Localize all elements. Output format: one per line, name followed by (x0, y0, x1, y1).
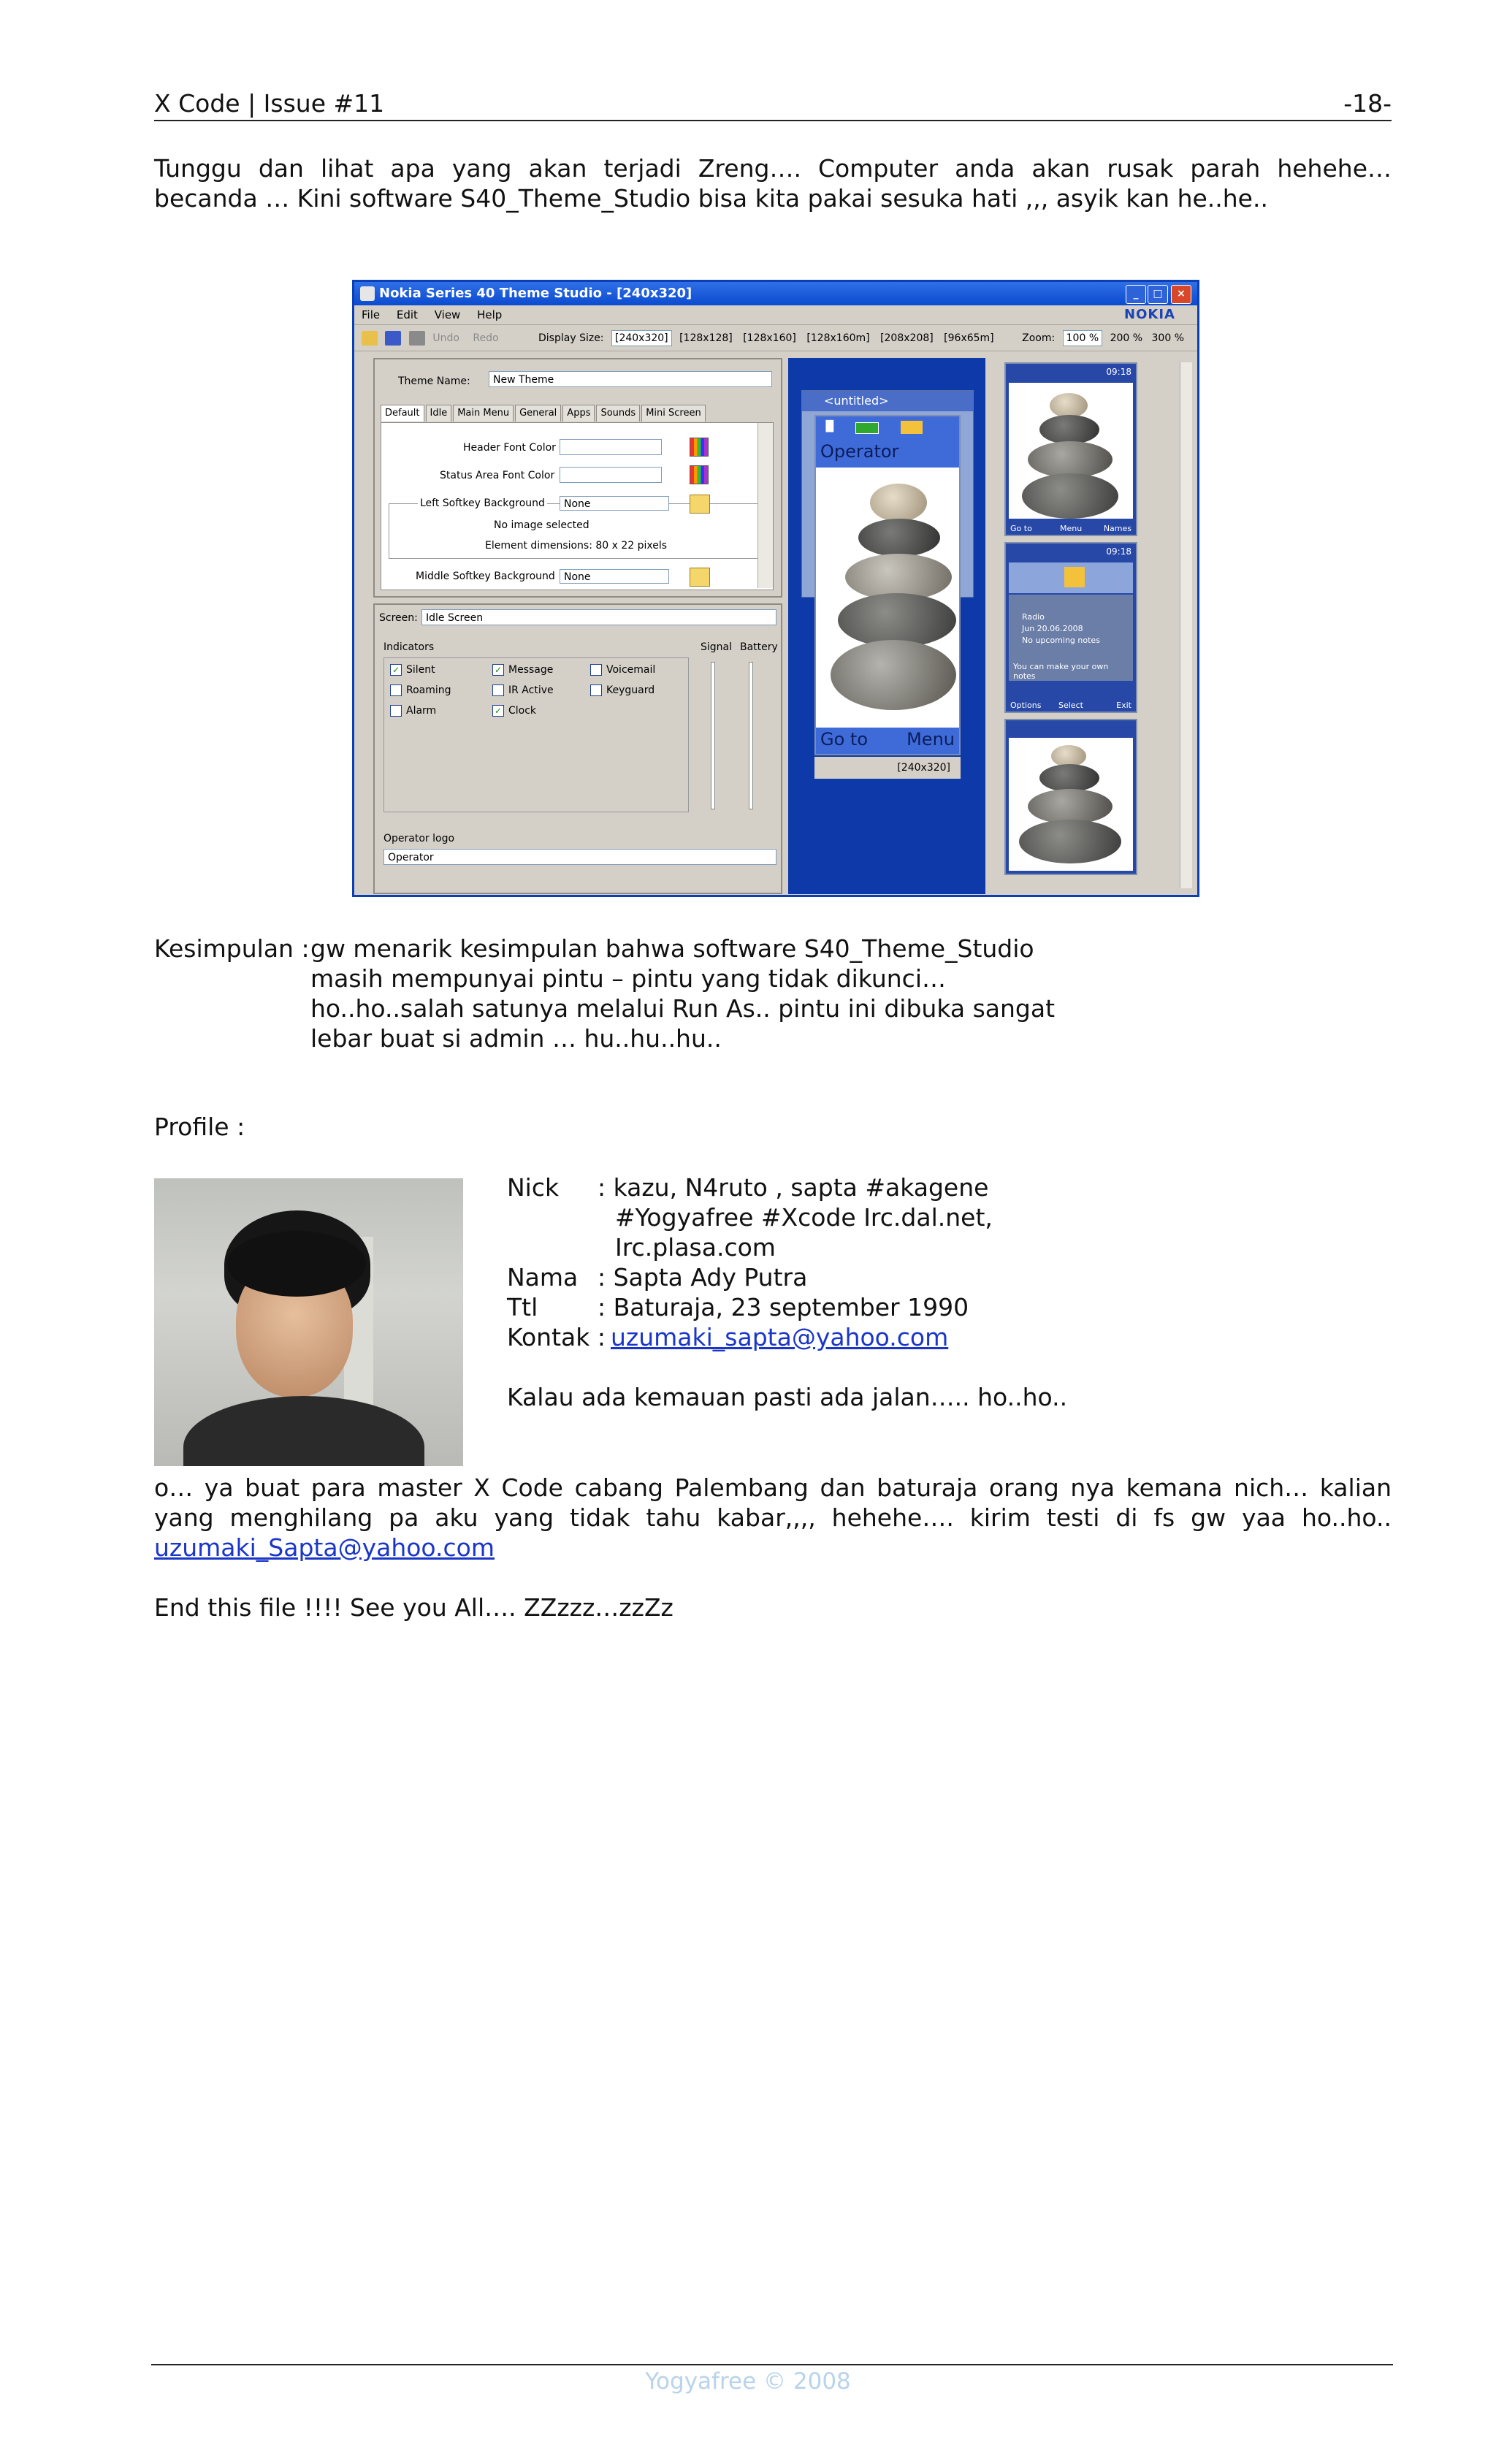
size-240x320: [240x320] (611, 330, 672, 346)
menu-help: Help (477, 308, 503, 321)
tab-apps: Apps (562, 405, 595, 422)
mini-no-upcoming: No upcoming notes (1022, 636, 1100, 645)
theme-name-field: New Theme (489, 371, 772, 387)
screen-select: Idle Screen (421, 609, 776, 625)
size-128x128: [128x128] (679, 332, 733, 344)
intro-line-1: Tunggu dan lihat apa yang akan terjadi Zreng…. Computer anda akan rusak parah hehehe… (154, 154, 1392, 183)
footer-divider (151, 2364, 1393, 2365)
save-icon (385, 331, 401, 346)
display-size-label: Display Size: (538, 332, 604, 344)
mini-wallpaper (1009, 738, 1133, 871)
open-icon (362, 331, 378, 346)
nick-label: Nick (507, 1173, 560, 1202)
end-paragraph (154, 1593, 1392, 1622)
mini-menu: Menu (1060, 524, 1083, 533)
mini-goto: Go to (1010, 524, 1032, 533)
mini-screen-idle (1004, 362, 1137, 536)
checkbox-checked-icon: ✓ (492, 705, 504, 717)
softkey-bar (816, 728, 959, 754)
tab-main-menu: Main Menu (453, 405, 514, 422)
tab-general: General (515, 405, 561, 422)
operator-logo-field: Operator (383, 849, 776, 865)
tab-default: Default (381, 405, 424, 422)
mini-names: Names (1103, 524, 1131, 533)
tab-sounds: Sounds (596, 405, 640, 422)
checkbox-icon (492, 684, 504, 696)
footer-text: Yogyafree © 2008 (645, 2368, 851, 2395)
mini-icon-row (1009, 562, 1133, 593)
mini-date: Jun 20.06.2008 (1022, 624, 1083, 633)
silent-toggle: ✓ Silent (390, 664, 435, 676)
app-icon (360, 286, 375, 301)
ttl-value: : Baturaja, 23 september 1990 (598, 1293, 969, 1321)
settings-panel (373, 358, 782, 598)
folder-icon (690, 568, 710, 587)
profile-heading: Profile : (154, 1113, 245, 1141)
mini-time: 09:18 (1106, 367, 1131, 377)
nick-value-2: #Yogyafree #Xcode Irc.dal.net, (615, 1203, 993, 1232)
tab-mini-screen: Mini Screen (641, 405, 706, 422)
operator-logo-label: Operator logo (383, 833, 455, 844)
conclusion-line: masih mempunyai pintu – pintu yang tidak dikunci… (310, 964, 946, 993)
operator-name: Operator (820, 441, 899, 462)
battery-slider (749, 662, 753, 809)
preview-size-bar (814, 757, 961, 779)
left-softkey-label: Left Softkey Background (418, 497, 547, 509)
zoom-label: Zoom: (1022, 332, 1056, 344)
alarm-toggle: Alarm (390, 705, 436, 717)
scrollbar (757, 423, 773, 588)
closing-line-2: yang menghilang pa aku yang tidak tahu kabar,,,, hehehe…. kirim testi di fs gw yaa ho..ho.. (154, 1503, 1392, 1532)
color-picker-icon (690, 465, 709, 484)
goto-softkey: Go to (820, 729, 869, 750)
preview-title: <untitled> (802, 391, 973, 411)
menu-bar (354, 305, 1197, 325)
checkbox-icon (390, 705, 402, 717)
settings-tabs (381, 405, 707, 422)
profile-details (507, 1172, 1067, 1412)
mini-exit: Exit (1116, 701, 1131, 710)
tool-icon (409, 331, 425, 346)
mini-screen-menu (1004, 542, 1137, 713)
checkbox-checked-icon: ✓ (390, 664, 402, 676)
nick-value-3: Irc.plasa.com (615, 1233, 776, 1262)
message-toggle: ✓ Message (492, 664, 553, 676)
ttl-label: Ttl (507, 1293, 538, 1321)
checkbox-checked-icon: ✓ (492, 664, 504, 676)
zoom-300: 300 % (1151, 332, 1184, 344)
mini-select: Select (1058, 701, 1083, 710)
mini-time: 09:18 (1106, 546, 1131, 557)
close-icon: × (1171, 285, 1191, 304)
battery-label: Battery (740, 641, 778, 653)
end-line: End this file !!!! See you All…. ZZzzz…zzZz (154, 1593, 673, 1622)
indicators-panel (373, 603, 782, 894)
size-208x208: [208x208] (880, 332, 934, 344)
phone-preview (814, 415, 961, 755)
menu-file: File (362, 308, 381, 321)
preview-scrollbar (1180, 362, 1192, 888)
theme-name-label: Theme Name: (398, 375, 470, 387)
checkbox-icon (590, 664, 602, 676)
mini-options: Options (1010, 701, 1042, 710)
signal-label: Signal (701, 641, 733, 653)
intro-line-2: becanda … Kini software S40_Theme_Studio bisa kita pakai sesuka hati ,,, asyik kan he..he.. (154, 184, 1268, 213)
closing-paragraph (154, 1473, 1392, 1563)
window-titlebar (354, 282, 1197, 305)
tab-idle: Idle (426, 405, 452, 422)
element-dimensions: Element dimensions: 80 x 22 pixels (485, 540, 668, 552)
size-96x65m: [96x65m] (944, 332, 994, 344)
preview-size: [240x320] (897, 762, 950, 774)
menu-softkey: Menu (907, 729, 955, 750)
no-image-label: No image selected (494, 519, 589, 531)
voicemail-toggle: Voicemail (590, 664, 655, 676)
redo-label: Redo (473, 332, 499, 344)
undo-label: Undo (432, 332, 459, 344)
messages-icon (1064, 567, 1085, 587)
conclusion-line: gw menarik kesimpulan bahwa software S40_Theme_Studio (310, 934, 1034, 963)
size-128x160: [128x160] (743, 332, 796, 344)
window-title: Nokia Series 40 Theme Studio - [240x320] (379, 286, 692, 301)
indicators-label: Indicators (383, 641, 435, 653)
page-number: -18- (1343, 89, 1392, 118)
mini-agenda (1009, 595, 1133, 681)
phone-status-area (816, 416, 959, 468)
color-picker-icon (690, 438, 709, 457)
closing-email-link[interactable]: uzumaki_Sapta@yahoo.com (154, 1533, 495, 1562)
folder-icon (690, 495, 710, 514)
intro-paragraph (154, 153, 1392, 213)
header-font-color-field (560, 439, 662, 455)
middle-softkey-select: None (560, 569, 669, 584)
theme-studio-screenshot (352, 280, 1199, 897)
message-icon (901, 421, 923, 434)
signal-slider (711, 662, 715, 809)
mini-wallpaper (1009, 383, 1133, 519)
screen-label: Screen: (379, 612, 418, 624)
kontak-email-link[interactable]: uzumaki_sapta@yahoo.com (611, 1323, 949, 1351)
nama-label: Nama (507, 1263, 579, 1292)
left-softkey-select: None (560, 496, 669, 511)
conclusion-line: ho..ho..salah satunya melalui Run As.. pintu ini dibuka sangat (310, 994, 1056, 1023)
ir-active-toggle: IR Active (492, 684, 554, 696)
nama-value: : Sapta Ady Putra (598, 1263, 808, 1292)
mini-you-can: You can make your own notes (1013, 662, 1109, 681)
checkbox-icon (390, 684, 402, 696)
profile-photo (154, 1178, 463, 1466)
size-128x160m: [128x160m] (806, 332, 870, 344)
menu-edit: Edit (396, 308, 418, 321)
roaming-toggle: Roaming (390, 684, 451, 696)
page-header (154, 88, 1392, 121)
kontak-label: Kontak : (507, 1323, 606, 1351)
minimize-icon: _ (1126, 285, 1146, 304)
tab-content (381, 422, 774, 590)
issue-title: X Code | Issue #11 (154, 89, 385, 118)
middle-softkey-label: Middle Softkey Background (413, 571, 557, 582)
checkbox-icon (590, 684, 602, 696)
stones-wallpaper (829, 484, 953, 725)
conclusion-text (310, 934, 1055, 1053)
signal-icon: ▐▌ (822, 421, 838, 432)
motto: Kalau ada kemauan pasti ada jalan….. ho..ho.. (507, 1383, 1068, 1411)
battery-icon (855, 422, 879, 434)
closing-line-1: o… ya buat para master X Code cabang Palembang dan baturaja orang nya kemana nich… kalian (154, 1473, 1392, 1502)
nokia-logo: NOKIA (1124, 307, 1175, 322)
zoom-100: 100 % (1063, 330, 1102, 346)
maximize-icon: □ (1148, 285, 1168, 304)
conclusion-label: Kesimpulan : (154, 934, 310, 963)
menu-view: View (434, 308, 461, 321)
mini-screen-screensaver (1004, 719, 1137, 875)
indicators-box (383, 657, 689, 812)
status-font-color-label: Status Area Font Color (440, 470, 555, 481)
clock-toggle: ✓ Clock (492, 705, 536, 717)
keyguard-toggle: Keyguard (590, 684, 654, 696)
nick-value: : kazu, N4ruto , sapta #akagene (598, 1173, 989, 1202)
toolbar (354, 326, 1197, 351)
mini-radio: Radio (1022, 612, 1045, 622)
header-font-color-label: Header Font Color (463, 442, 556, 454)
conclusion-line: lebar buat si admin … hu..hu..hu.. (310, 1024, 722, 1053)
status-font-color-field (560, 467, 662, 483)
zoom-200: 200 % (1110, 332, 1143, 344)
